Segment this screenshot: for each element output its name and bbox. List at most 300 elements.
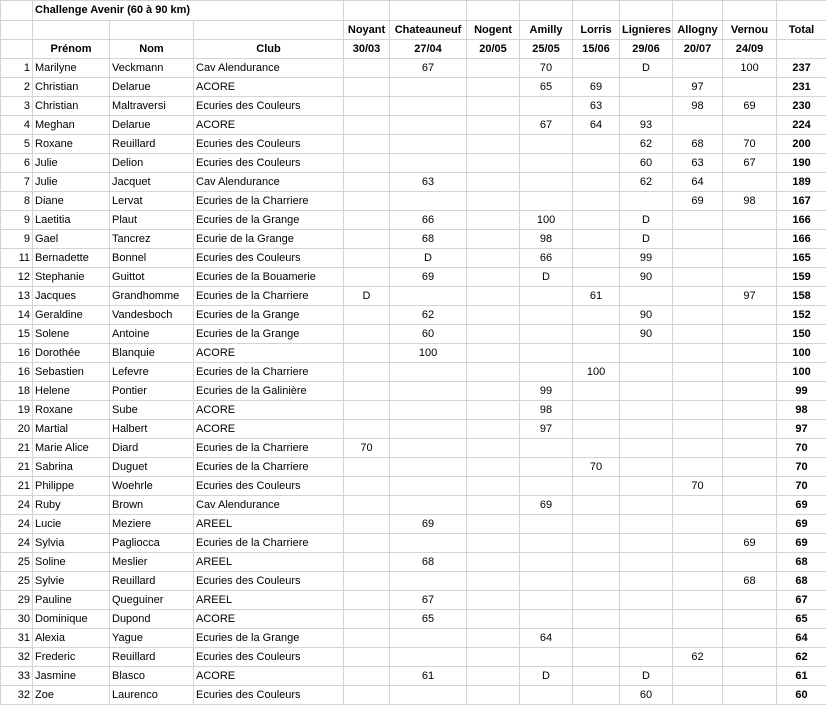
score-cell[interactable] <box>673 287 723 306</box>
rank-cell[interactable]: 15 <box>1 325 33 344</box>
rank-cell[interactable]: 25 <box>1 572 33 591</box>
score-cell[interactable] <box>390 572 467 591</box>
score-cell[interactable] <box>620 458 673 477</box>
score-cell[interactable] <box>520 439 573 458</box>
score-cell[interactable]: 62 <box>620 135 673 154</box>
rank-cell[interactable]: 13 <box>1 287 33 306</box>
score-cell[interactable]: 63 <box>673 154 723 173</box>
score-cell[interactable] <box>467 553 520 572</box>
cell[interactable] <box>777 1 826 21</box>
score-cell[interactable] <box>573 439 620 458</box>
total-cell[interactable]: 61 <box>777 667 826 686</box>
rank-cell[interactable]: 32 <box>1 686 33 705</box>
score-cell[interactable] <box>344 154 390 173</box>
score-cell[interactable] <box>467 173 520 192</box>
total-cell[interactable]: 97 <box>777 420 826 439</box>
club-cell[interactable]: Ecuries de la Charriere <box>194 287 344 306</box>
score-cell[interactable]: 70 <box>520 59 573 78</box>
score-cell[interactable]: 69 <box>673 192 723 211</box>
rank-cell[interactable]: 21 <box>1 439 33 458</box>
club-cell[interactable]: Ecuries des Couleurs <box>194 135 344 154</box>
score-cell[interactable] <box>573 686 620 705</box>
score-cell[interactable] <box>573 230 620 249</box>
prenom-cell[interactable]: Laetitia <box>33 211 110 230</box>
total-cell[interactable]: 166 <box>777 230 826 249</box>
club-cell[interactable]: AREEL <box>194 515 344 534</box>
score-cell[interactable] <box>344 116 390 135</box>
score-cell[interactable] <box>467 515 520 534</box>
event-name-header[interactable]: Nogent <box>467 21 520 40</box>
score-cell[interactable]: 65 <box>520 78 573 97</box>
score-cell[interactable]: 61 <box>573 287 620 306</box>
score-cell[interactable] <box>390 686 467 705</box>
rank-cell[interactable]: 12 <box>1 268 33 287</box>
event-date-header[interactable]: 30/03 <box>344 40 390 59</box>
score-cell[interactable]: 62 <box>620 173 673 192</box>
score-cell[interactable] <box>723 686 777 705</box>
score-cell[interactable] <box>467 420 520 439</box>
score-cell[interactable]: 69 <box>390 268 467 287</box>
score-cell[interactable]: 99 <box>620 249 673 268</box>
nom-cell[interactable]: Delarue <box>110 78 194 97</box>
club-cell[interactable]: AREEL <box>194 553 344 572</box>
score-cell[interactable]: 69 <box>723 534 777 553</box>
score-cell[interactable] <box>344 572 390 591</box>
score-cell[interactable] <box>390 477 467 496</box>
score-cell[interactable] <box>344 59 390 78</box>
score-cell[interactable] <box>723 591 777 610</box>
score-cell[interactable] <box>573 59 620 78</box>
score-cell[interactable] <box>673 629 723 648</box>
score-cell[interactable]: 67 <box>390 59 467 78</box>
score-cell[interactable]: 64 <box>673 173 723 192</box>
nom-cell[interactable]: Tancrez <box>110 230 194 249</box>
score-cell[interactable] <box>467 325 520 344</box>
cell[interactable] <box>573 1 620 21</box>
event-name-header[interactable]: Lignieres <box>620 21 673 40</box>
club-cell[interactable]: ACORE <box>194 78 344 97</box>
total-cell[interactable]: 200 <box>777 135 826 154</box>
score-cell[interactable] <box>520 648 573 667</box>
score-cell[interactable] <box>390 458 467 477</box>
rank-cell[interactable]: 24 <box>1 534 33 553</box>
score-cell[interactable] <box>467 268 520 287</box>
score-cell[interactable] <box>344 610 390 629</box>
score-cell[interactable] <box>467 572 520 591</box>
score-cell[interactable] <box>390 192 467 211</box>
rank-cell[interactable]: 33 <box>1 667 33 686</box>
score-cell[interactable]: 64 <box>520 629 573 648</box>
score-cell[interactable]: 97 <box>520 420 573 439</box>
event-date-header[interactable]: 20/07 <box>673 40 723 59</box>
score-cell[interactable] <box>573 344 620 363</box>
score-cell[interactable] <box>344 401 390 420</box>
score-cell[interactable]: 98 <box>673 97 723 116</box>
score-cell[interactable] <box>520 287 573 306</box>
rank-cell[interactable]: 9 <box>1 211 33 230</box>
score-cell[interactable]: 100 <box>390 344 467 363</box>
rank-cell[interactable]: 1 <box>1 59 33 78</box>
score-cell[interactable] <box>673 401 723 420</box>
score-cell[interactable]: 68 <box>390 553 467 572</box>
score-cell[interactable]: 64 <box>573 116 620 135</box>
score-cell[interactable] <box>390 439 467 458</box>
score-cell[interactable] <box>344 629 390 648</box>
score-cell[interactable] <box>390 534 467 553</box>
total-cell[interactable]: 99 <box>777 382 826 401</box>
rank-cell[interactable]: 8 <box>1 192 33 211</box>
nom-cell[interactable]: Queguiner <box>110 591 194 610</box>
score-cell[interactable]: 68 <box>723 572 777 591</box>
score-cell[interactable] <box>620 629 673 648</box>
score-cell[interactable] <box>673 211 723 230</box>
event-name-header[interactable]: Noyant <box>344 21 390 40</box>
score-cell[interactable] <box>620 97 673 116</box>
prenom-cell[interactable]: Zoe <box>33 686 110 705</box>
score-cell[interactable] <box>390 154 467 173</box>
score-cell[interactable] <box>390 287 467 306</box>
rank-cell[interactable]: 29 <box>1 591 33 610</box>
nom-cell[interactable]: Yague <box>110 629 194 648</box>
score-cell[interactable] <box>723 306 777 325</box>
prenom-cell[interactable]: Philippe <box>33 477 110 496</box>
total-cell[interactable]: 158 <box>777 287 826 306</box>
nom-cell[interactable]: Plaut <box>110 211 194 230</box>
score-cell[interactable] <box>573 173 620 192</box>
nom-cell[interactable]: Lefevre <box>110 363 194 382</box>
total-cell[interactable]: 165 <box>777 249 826 268</box>
nom-cell[interactable]: Reuillard <box>110 572 194 591</box>
nom-cell[interactable]: Maltraversi <box>110 97 194 116</box>
score-cell[interactable] <box>573 591 620 610</box>
score-cell[interactable] <box>723 211 777 230</box>
score-cell[interactable]: D <box>620 59 673 78</box>
score-cell[interactable]: 63 <box>390 173 467 192</box>
cell[interactable] <box>520 1 573 21</box>
score-cell[interactable]: D <box>390 249 467 268</box>
score-cell[interactable]: 60 <box>390 325 467 344</box>
score-cell[interactable]: 100 <box>520 211 573 230</box>
score-cell[interactable]: 69 <box>520 496 573 515</box>
nom-cell[interactable]: Pontier <box>110 382 194 401</box>
nom-cell[interactable]: Meslier <box>110 553 194 572</box>
total-cell[interactable]: 68 <box>777 572 826 591</box>
score-cell[interactable]: 67 <box>723 154 777 173</box>
score-cell[interactable] <box>344 420 390 439</box>
rank-cell[interactable]: 20 <box>1 420 33 439</box>
prenom-cell[interactable]: Julie <box>33 154 110 173</box>
score-cell[interactable] <box>467 496 520 515</box>
score-cell[interactable] <box>620 382 673 401</box>
score-cell[interactable]: 70 <box>673 477 723 496</box>
score-cell[interactable]: 100 <box>723 59 777 78</box>
score-cell[interactable] <box>573 382 620 401</box>
rank-cell[interactable]: 16 <box>1 344 33 363</box>
prenom-cell[interactable]: Frederic <box>33 648 110 667</box>
total-cell[interactable]: 159 <box>777 268 826 287</box>
cell[interactable] <box>1 21 33 40</box>
score-cell[interactable] <box>673 59 723 78</box>
prenom-cell[interactable]: Christian <box>33 78 110 97</box>
total-cell[interactable]: 69 <box>777 515 826 534</box>
score-cell[interactable] <box>467 211 520 230</box>
score-cell[interactable] <box>620 439 673 458</box>
club-cell[interactable]: ACORE <box>194 116 344 135</box>
total-cell[interactable]: 70 <box>777 458 826 477</box>
score-cell[interactable] <box>723 439 777 458</box>
score-cell[interactable] <box>344 553 390 572</box>
score-cell[interactable] <box>520 458 573 477</box>
score-cell[interactable]: 65 <box>390 610 467 629</box>
score-cell[interactable] <box>723 420 777 439</box>
club-cell[interactable]: Cav Alendurance <box>194 59 344 78</box>
score-cell[interactable] <box>573 420 620 439</box>
cell[interactable] <box>1 1 33 21</box>
score-cell[interactable]: D <box>620 211 673 230</box>
score-cell[interactable] <box>390 496 467 515</box>
score-cell[interactable] <box>520 344 573 363</box>
total-cell[interactable]: 69 <box>777 496 826 515</box>
score-cell[interactable] <box>573 477 620 496</box>
nom-cell[interactable]: Grandhomme <box>110 287 194 306</box>
score-cell[interactable] <box>673 230 723 249</box>
score-cell[interactable] <box>723 667 777 686</box>
club-cell[interactable]: Ecuries des Couleurs <box>194 686 344 705</box>
score-cell[interactable] <box>723 230 777 249</box>
score-cell[interactable] <box>344 230 390 249</box>
total-header[interactable]: Total <box>777 21 826 40</box>
prenom-cell[interactable]: Geraldine <box>33 306 110 325</box>
score-cell[interactable] <box>573 268 620 287</box>
score-cell[interactable] <box>467 97 520 116</box>
club-cell[interactable]: Ecuries de la Charriere <box>194 192 344 211</box>
score-cell[interactable] <box>573 534 620 553</box>
nom-cell[interactable]: Jacquet <box>110 173 194 192</box>
score-cell[interactable] <box>344 344 390 363</box>
score-cell[interactable] <box>467 249 520 268</box>
cell[interactable] <box>344 1 390 21</box>
score-cell[interactable]: 61 <box>390 667 467 686</box>
rank-cell[interactable]: 5 <box>1 135 33 154</box>
score-cell[interactable] <box>344 325 390 344</box>
score-cell[interactable] <box>467 135 520 154</box>
nom-cell[interactable]: Reuillard <box>110 135 194 154</box>
nom-cell[interactable]: Veckmann <box>110 59 194 78</box>
prenom-cell[interactable]: Julie <box>33 173 110 192</box>
total-cell[interactable]: 190 <box>777 154 826 173</box>
rank-cell[interactable]: 30 <box>1 610 33 629</box>
rank-cell[interactable]: 7 <box>1 173 33 192</box>
score-cell[interactable] <box>573 211 620 230</box>
rank-cell[interactable]: 3 <box>1 97 33 116</box>
score-cell[interactable] <box>620 344 673 363</box>
score-cell[interactable] <box>620 515 673 534</box>
score-cell[interactable] <box>344 268 390 287</box>
nom-cell[interactable]: Duguet <box>110 458 194 477</box>
prenom-cell[interactable]: Jasmine <box>33 667 110 686</box>
score-cell[interactable]: 70 <box>344 439 390 458</box>
club-cell[interactable]: ACORE <box>194 344 344 363</box>
score-cell[interactable] <box>520 534 573 553</box>
club-cell[interactable]: Ecuries de la Grange <box>194 306 344 325</box>
rank-cell[interactable]: 24 <box>1 496 33 515</box>
total-cell[interactable]: 65 <box>777 610 826 629</box>
score-cell[interactable] <box>520 154 573 173</box>
prenom-cell[interactable]: Sebastien <box>33 363 110 382</box>
total-cell[interactable]: 237 <box>777 59 826 78</box>
rank-cell[interactable]: 14 <box>1 306 33 325</box>
score-cell[interactable] <box>520 306 573 325</box>
score-cell[interactable] <box>344 211 390 230</box>
score-cell[interactable] <box>573 154 620 173</box>
prenom-cell[interactable]: Alexia <box>33 629 110 648</box>
score-cell[interactable] <box>467 458 520 477</box>
total-cell[interactable]: 60 <box>777 686 826 705</box>
score-cell[interactable] <box>673 572 723 591</box>
score-cell[interactable] <box>520 553 573 572</box>
club-cell[interactable]: ACORE <box>194 610 344 629</box>
score-cell[interactable] <box>620 420 673 439</box>
score-cell[interactable] <box>467 154 520 173</box>
total-cell[interactable]: 68 <box>777 553 826 572</box>
score-cell[interactable] <box>723 610 777 629</box>
event-name-header[interactable]: Vernou <box>723 21 777 40</box>
score-cell[interactable]: 98 <box>723 192 777 211</box>
score-cell[interactable] <box>573 249 620 268</box>
score-cell[interactable]: 60 <box>620 154 673 173</box>
score-cell[interactable] <box>723 401 777 420</box>
score-cell[interactable] <box>673 116 723 135</box>
score-cell[interactable] <box>673 686 723 705</box>
score-cell[interactable] <box>467 59 520 78</box>
score-cell[interactable] <box>620 401 673 420</box>
rank-cell[interactable]: 21 <box>1 477 33 496</box>
event-date-header[interactable]: 29/06 <box>620 40 673 59</box>
score-cell[interactable] <box>620 591 673 610</box>
score-cell[interactable] <box>520 591 573 610</box>
total-cell[interactable]: 70 <box>777 439 826 458</box>
score-cell[interactable] <box>390 648 467 667</box>
score-cell[interactable] <box>467 439 520 458</box>
score-cell[interactable]: 97 <box>723 287 777 306</box>
score-cell[interactable] <box>390 363 467 382</box>
nom-cell[interactable]: Antoine <box>110 325 194 344</box>
cell[interactable] <box>673 1 723 21</box>
club-header[interactable]: Club <box>194 40 344 59</box>
score-cell[interactable] <box>673 496 723 515</box>
score-cell[interactable] <box>723 344 777 363</box>
score-cell[interactable] <box>467 344 520 363</box>
prenom-cell[interactable]: Christian <box>33 97 110 116</box>
cell[interactable] <box>467 1 520 21</box>
score-cell[interactable] <box>573 629 620 648</box>
score-cell[interactable] <box>573 648 620 667</box>
score-cell[interactable] <box>467 477 520 496</box>
club-cell[interactable]: Ecuries de la Charriere <box>194 458 344 477</box>
event-date-header[interactable]: 24/09 <box>723 40 777 59</box>
nom-cell[interactable]: Brown <box>110 496 194 515</box>
score-cell[interactable] <box>673 553 723 572</box>
club-cell[interactable]: Ecuries des Couleurs <box>194 154 344 173</box>
score-cell[interactable] <box>620 572 673 591</box>
total-cell[interactable]: 100 <box>777 344 826 363</box>
score-cell[interactable]: 68 <box>673 135 723 154</box>
score-cell[interactable] <box>467 306 520 325</box>
nom-cell[interactable]: Vandesboch <box>110 306 194 325</box>
score-cell[interactable]: D <box>344 287 390 306</box>
score-cell[interactable] <box>344 477 390 496</box>
nom-cell[interactable]: Halbert <box>110 420 194 439</box>
rank-cell[interactable]: 11 <box>1 249 33 268</box>
score-cell[interactable] <box>344 382 390 401</box>
score-cell[interactable] <box>390 97 467 116</box>
nom-cell[interactable]: Pagliocca <box>110 534 194 553</box>
prenom-header[interactable]: Prénom <box>33 40 110 59</box>
event-date-header[interactable]: 15/06 <box>573 40 620 59</box>
score-cell[interactable] <box>344 78 390 97</box>
score-cell[interactable] <box>390 382 467 401</box>
score-cell[interactable] <box>520 325 573 344</box>
prenom-cell[interactable]: Sylvie <box>33 572 110 591</box>
total-cell[interactable]: 67 <box>777 591 826 610</box>
nom-cell[interactable]: Diard <box>110 439 194 458</box>
total-cell[interactable]: 62 <box>777 648 826 667</box>
nom-cell[interactable]: Reuillard <box>110 648 194 667</box>
nom-cell[interactable]: Bonnel <box>110 249 194 268</box>
cell[interactable] <box>33 21 110 40</box>
cell[interactable] <box>390 1 467 21</box>
club-cell[interactable]: Ecuries de la Grange <box>194 325 344 344</box>
score-cell[interactable] <box>344 496 390 515</box>
score-cell[interactable] <box>673 382 723 401</box>
score-cell[interactable] <box>520 173 573 192</box>
score-cell[interactable] <box>467 667 520 686</box>
score-cell[interactable]: 67 <box>520 116 573 135</box>
prenom-cell[interactable]: Dorothée <box>33 344 110 363</box>
score-cell[interactable] <box>723 496 777 515</box>
score-cell[interactable] <box>723 382 777 401</box>
score-cell[interactable] <box>390 78 467 97</box>
rank-cell[interactable]: 16 <box>1 363 33 382</box>
score-cell[interactable] <box>673 458 723 477</box>
score-cell[interactable] <box>573 610 620 629</box>
nom-cell[interactable]: Blasco <box>110 667 194 686</box>
total-cell[interactable]: 230 <box>777 97 826 116</box>
total-cell[interactable]: 231 <box>777 78 826 97</box>
score-cell[interactable] <box>573 496 620 515</box>
score-cell[interactable] <box>620 610 673 629</box>
cell[interactable] <box>110 21 194 40</box>
total-cell[interactable]: 64 <box>777 629 826 648</box>
score-cell[interactable]: D <box>520 667 573 686</box>
score-cell[interactable] <box>620 78 673 97</box>
rank-cell[interactable]: 4 <box>1 116 33 135</box>
event-name-header[interactable]: Chateauneuf <box>390 21 467 40</box>
score-cell[interactable] <box>723 78 777 97</box>
club-cell[interactable]: Ecuries des Couleurs <box>194 249 344 268</box>
score-cell[interactable] <box>344 363 390 382</box>
total-cell[interactable]: 150 <box>777 325 826 344</box>
score-cell[interactable] <box>344 135 390 154</box>
score-cell[interactable] <box>620 496 673 515</box>
score-cell[interactable]: 100 <box>573 363 620 382</box>
score-cell[interactable] <box>673 420 723 439</box>
score-cell[interactable] <box>673 591 723 610</box>
event-date-header[interactable]: 20/05 <box>467 40 520 59</box>
score-cell[interactable] <box>520 610 573 629</box>
score-cell[interactable] <box>520 686 573 705</box>
score-cell[interactable]: 93 <box>620 116 673 135</box>
